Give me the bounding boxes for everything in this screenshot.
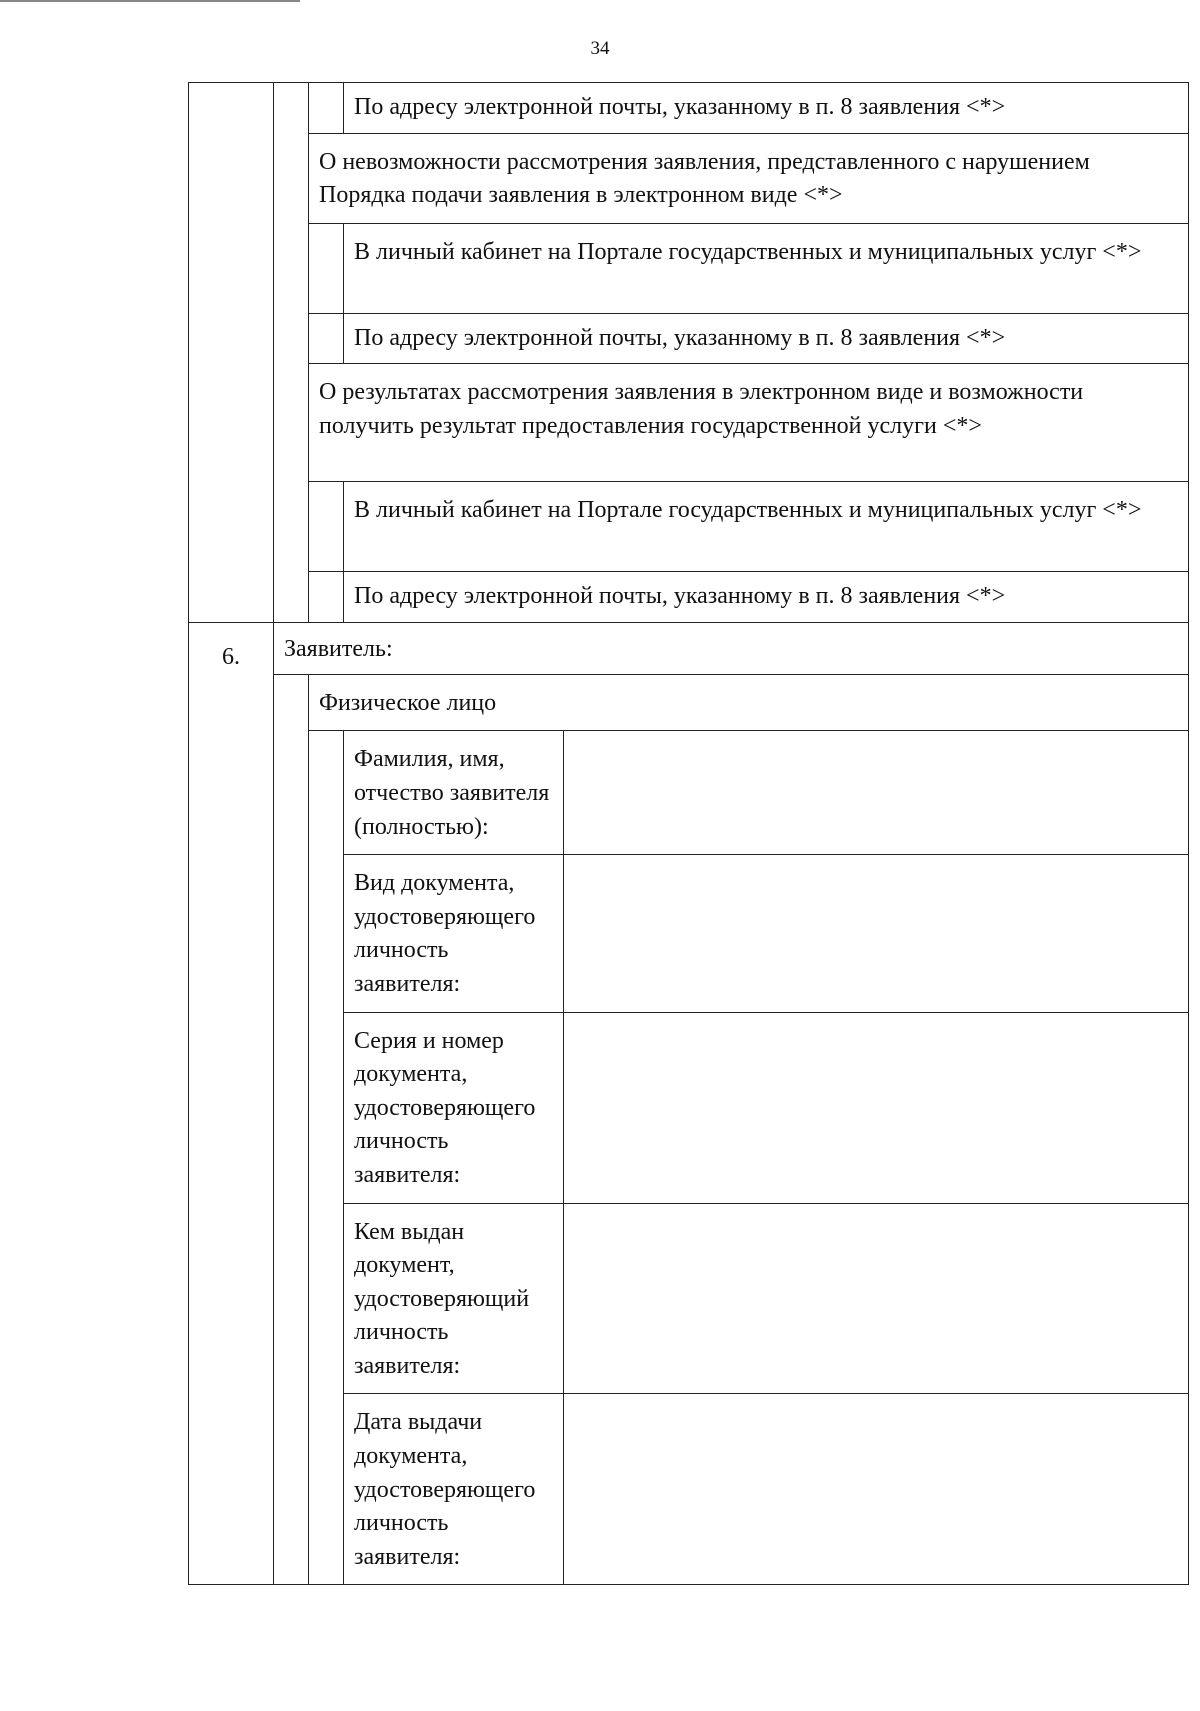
indent-cell	[309, 731, 344, 1585]
field-value-id-issue-date[interactable]	[564, 1394, 1189, 1585]
checkbox-cell[interactable]	[309, 482, 344, 572]
table-row	[189, 313, 1189, 364]
option-email-2: По адресу электронной почты, указанному в п. 8 заявления <*>	[344, 313, 1189, 364]
table-row	[189, 731, 1189, 855]
option-cabinet-2: В личный кабинет на Портале государственных и муниципальных услуг <*>	[344, 482, 1189, 572]
field-label-id-issued-by: Кем выдан документ, удостоверяющий личность заявителя:	[344, 1203, 564, 1394]
checkbox-cell[interactable]	[309, 83, 344, 134]
field-value-id-series-number[interactable]	[564, 1012, 1189, 1203]
option-email-1: По адресу электронной почты, указанному в п. 8 заявления <*>	[344, 83, 1189, 134]
table-row	[189, 622, 1189, 675]
scan-edge-mark	[0, 0, 300, 2]
option-results-heading: О результатах рассмотрения заявления в электронном виде и возможности получить результат предоставления государственной услуги <*>	[309, 364, 1189, 482]
option-impossibility-heading: О невозможности рассмотрения заявления, представленного с нарушением Порядка подачи заявления в электронном виде <*>	[309, 133, 1189, 223]
table-row	[189, 482, 1189, 572]
option-email-3: По адресу электронной почты, указанному в п. 8 заявления <*>	[344, 572, 1189, 623]
application-form-table	[188, 82, 1189, 1585]
indent-cell	[274, 675, 309, 1585]
section-number: 6.	[189, 622, 274, 1585]
option-cabinet-1: В личный кабинет на Портале государственных и муниципальных услуг <*>	[344, 223, 1189, 313]
field-label-id-issue-date: Дата выдачи документа, удостоверяющего личность заявителя:	[344, 1394, 564, 1585]
field-label-full-name: Фамилия, имя, отчество заявителя (полностью):	[344, 731, 564, 855]
number-cell-empty	[189, 83, 274, 623]
field-label-id-series-number: Серия и номер документа, удостоверяющего личность заявителя:	[344, 1012, 564, 1203]
table-row	[189, 364, 1189, 482]
indent-cell	[274, 83, 309, 623]
applicant-type-physical: Физическое лицо	[309, 675, 1189, 731]
checkbox-cell[interactable]	[309, 223, 344, 313]
section-title: Заявитель:	[274, 622, 1189, 675]
table-row	[189, 675, 1189, 731]
field-value-full-name[interactable]	[564, 731, 1189, 855]
checkbox-cell[interactable]	[309, 572, 344, 623]
field-value-id-issued-by[interactable]	[564, 1203, 1189, 1394]
table-row	[189, 223, 1189, 313]
field-value-id-document-type[interactable]	[564, 855, 1189, 1012]
table-row	[189, 133, 1189, 223]
page-number: 34	[590, 38, 610, 59]
checkbox-cell[interactable]	[309, 313, 344, 364]
field-label-id-document-type: Вид документа, удостоверяющего личность заявителя:	[344, 855, 564, 1012]
table-row	[189, 572, 1189, 623]
table-row	[189, 83, 1189, 134]
